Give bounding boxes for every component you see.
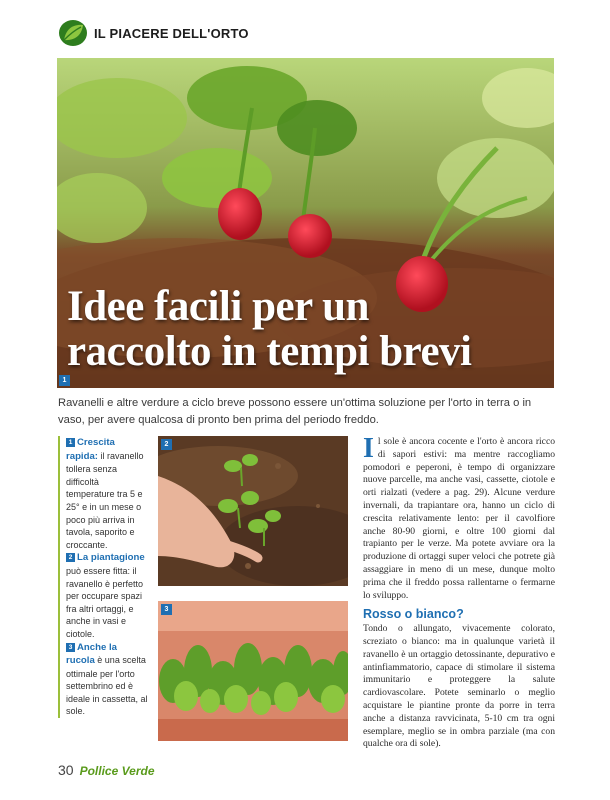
caption-text: è una scelta ottimale per l'orto settembrino ed è ideale in cassetta, al sole. (66, 655, 148, 717)
caption-sidebar (58, 436, 148, 718)
caption-heading: Crescita rapida: (66, 437, 115, 462)
caption-number: 1 (66, 438, 75, 447)
page-footer (58, 762, 155, 782)
leaf-icon (58, 18, 88, 48)
body-paragraph-2: Tondo o allungato, vivacemente colorato, screziato o bianco: ma in qualunque varietà il ravanello è un ortaggio detossinante, depurativo e antinfiammatorio, capace di stimolare il sistema immunitario e proteggere la salute cardiovascolare. Potete seminarlo o meglio acquistare le piantine pronte da porre in terra anche a distanza ravvicinata, 5-10 cm tra ogni esemplare, meglio se in ombra parziale (ma con qualche ora di sole). (363, 623, 555, 750)
caption-number: 3 (66, 643, 75, 652)
lead-paragraph: Ravanelli e altre verdure a ciclo breve possono essere un'ottima soluzione per l'orto in terra o in vaso, per avere qualcosa di pronto ben prima del periodo freddo. (58, 397, 532, 426)
figure-badge-3: 3 (161, 604, 172, 615)
brand-logo: Pollice Verde (79, 764, 155, 778)
caption-heading: Anche la rucola (66, 641, 117, 667)
figure-badge-1: 1 (59, 375, 70, 386)
photo-arugula (158, 601, 348, 741)
hero-title-line-1: Idee facili per un (67, 283, 369, 330)
caption-text: il ravanello tollera senza difficoltà temperature tra 5 e 25° e in un mese o poco più arriva in tavola, saporito e croccante. (66, 450, 144, 550)
section-header (58, 18, 249, 48)
article-body (363, 433, 555, 751)
hero-title-line-2: raccolto in tempi brevi (67, 328, 472, 375)
body-paragraph-1-text: l sole è ancora cocente e l'orto è ancora ricco di sapori estivi: ma mentre raccogliamo pomodori e peperoni, è tempo di organizzare nuove parcelle, ma anche vasi, cassette, ciotole e orti rialzati (vedere a pag. 29). Alcune verdure invernali, da trapiantare ora, hanno un ciclo di crescita relativamente lento: per il cavolfiore anche 80-90 giorni, e oltre 100 giorni dal trapianto per le verze. Ma potete avviare ora la produzione di ortaggi super veloci che potrete già assaggiare in meno di un mese, dunque molto prima che il freddo possa rallentarne o fermarne lo sviluppo. (363, 436, 555, 601)
caption-2 (66, 551, 148, 640)
caption-3 (66, 641, 148, 719)
caption-number: 2 (66, 553, 75, 562)
photo-planting (158, 436, 348, 586)
caption-1 (66, 436, 148, 551)
caption-text: può essere fitta: il ravanello è perfetto per occupare spazi fra altri ortaggi, e anche in vasi e ciotole. (66, 565, 144, 639)
body-paragraph-1 (363, 433, 555, 602)
hero-photo (57, 58, 554, 388)
subheading: Rosso o bianco? (363, 607, 464, 622)
hero-title (67, 284, 547, 374)
section-title: IL PIACERE DELL'ORTO (94, 25, 249, 41)
figure-badge-2: 2 (161, 439, 172, 450)
drop-cap: I (363, 433, 374, 464)
caption-heading: La piantagione (77, 552, 145, 564)
page-number: 30 (58, 762, 74, 778)
